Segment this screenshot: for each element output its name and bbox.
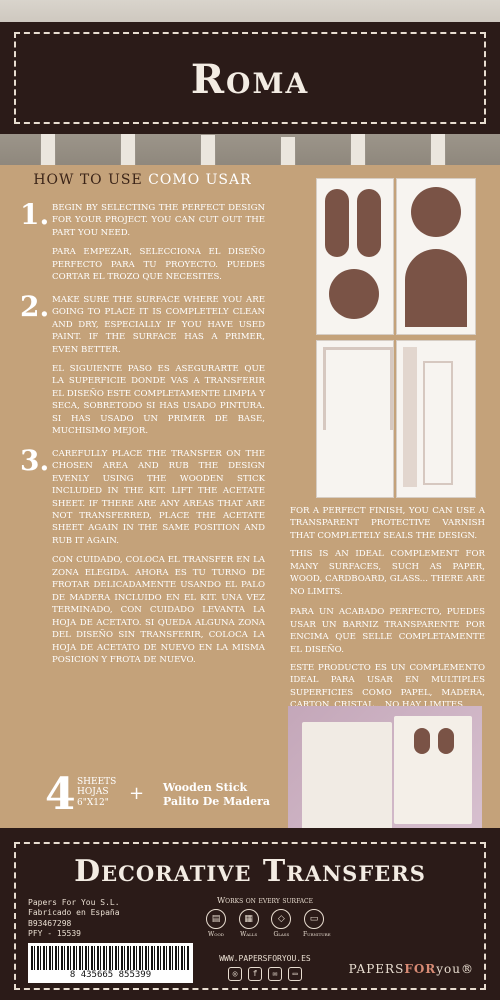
step-1 [20,198,265,284]
plus-sign: + [129,783,145,804]
step-number: 2. [20,289,50,323]
instructions [20,172,265,676]
footer-band [0,828,500,1000]
finish-en-1: FOR A PERFECT FINISH, YOU CAN USE A TRANSPARENT PROTECTIVE VARNISH THAT COMPLETELY SEALS THE DESIGN. [290,506,485,541]
how-to-use-heading: HOW TO USE COMO USAR [33,172,252,188]
furniture-icon: ▭ Furniture [303,909,325,938]
mail-icon: ✉ [268,967,282,981]
finish-es-1: PARA UN ACABADO PERFECTO, PUEDES USAR UN BARNIZ TRANSPARENTE POR ENCIMA QUE SELLE COMPLETAMENTE EL DISEÑO. [290,607,485,655]
title-band [0,22,500,134]
transfer-sheets-preview [316,178,474,496]
website: WWW.PAPERSFORYOU.ES ◎ f ✉ ▭ [210,954,320,981]
decorative-transfers-title: Decorative Transfers [74,854,426,889]
instagram-icon: ◎ [228,967,242,981]
sheet-labels: SHEETS HOJAS 6"X12" [77,777,117,808]
company-info: Papers For You S.L. Fabricado en España B93467298 PFY - 15539 [28,898,120,939]
sheet-count: 4 [45,769,76,820]
step-1-es: PARA EMPEZAR, SELECCIONA EL DISEÑO PERFECTO PARA TU PROYECTO. PUEDES CORTAR EL TROZO QUE NECESITES. [52,247,265,283]
sheet-preview [396,178,476,335]
step-3-es: CON CUIDADO, COLOCA EL TRANSFER EN LA ZONA ELEGIDA. AHORA ES TU TURNO DE FROTAR DELICADAMENTE USANDO EL PALO DE MADERA INCLUIDO EN EL KIT. UNA VEZ TERMINADO, CON CUIDADO LEVANTA LA HOJA DE ACETATO. SI QUEDA ALGUNA ZONA DEL DISEÑO SIN TRANSFERIR, COLOCA LA HOJA DE ACETATO DE NUEVO EN LA MISMA POSICION Y FROTA DE NUEVO. [52,555,265,665]
product-title: Roma [190,56,310,103]
barcode-number: 8 435665 855399 [69,970,152,980]
glass-icon: ◇ Glass [270,909,292,938]
finish-en-2: THIS IS AN IDEAL COMPLEMENT FOR MANY SURFACES, SUCH AS PAPER, WOOD, CARDBOARD, GLASS... THERE ARE NO LIMITS. [290,549,485,597]
step-2-en: MAKE SURE THE SURFACE WHERE YOU ARE GOING TO PLACE IT IS COMPLETELY CLEAN AND DRY, ESPECIALLY IF YOU HAVE USED PAINT. IF THE SURFACE HAS A PRIMER, EVEN BETTER. [52,294,265,355]
brand-logo: PAPERSFORyou® [348,962,474,976]
step-1-en: BEGIN BY SELECTING THE PERFECT DESIGN FOR YOUR PROJECT. YOU CAN CUT OUT THE PART YOU NEED. [52,203,265,238]
step-number: 3. [20,443,50,477]
wood-icon: ▤ Wood [205,909,227,938]
step-2-es: EL SIGUIENTE PASO ES ASEGURARTE QUE LA SUPERFICIE DONDE VAS A TRANSFERIR EL DISEÑO ESTE COMPLETAMENTE LIMPIA Y SECA, SOBRETODO SI HAS USADO PINTURA. SI HAS USADO UN PRIMER DE BASE, MUCHISIMO MEJOR. [52,363,265,437]
step-3 [20,443,265,667]
finish-info [290,505,485,718]
barcode [28,943,193,983]
works-on-every-surface: Works on every surface ▤ Wood ▦ Walls ◇ Glass ▭ Furniture [205,896,325,938]
barcode-bars [31,946,190,970]
example-project-photo [288,706,482,834]
sheet-preview [396,340,476,498]
step-3-en: CAREFULLY PLACE THE TRANSFER ON THE CHOSEN AREA AND RUB THE DESIGN EVENLY USING THE WOODEN STICK INCLUDED IN THE KIT. LIFT THE ACETATE SHEET. IF THERE ARE ANY AREAS THAT ARE NOT TRANSFERRED, PLACE THE ACETATE SHEET AGAIN IN THE SAME POSITION AND RUB IT AGAIN. [52,448,265,546]
facebook-icon: f [248,967,262,981]
sheet-preview [316,178,394,335]
step-number: 1. [20,198,50,231]
stick-label: Wooden Stick Palito De Madera [163,781,270,809]
finish-es-2: ESTE PRODUCTO ES UN COMPLEMENTO IDEAL PARA USAR EN MULTIPLES SUPERFICIES COMO PAPEL, MADERA, [290,662,485,698]
contents-info [45,769,275,820]
web-icon: ▭ [288,967,302,981]
walls-icon: ▦ Walls [238,909,260,938]
sheet-preview [316,340,394,498]
step-2 [20,289,265,438]
